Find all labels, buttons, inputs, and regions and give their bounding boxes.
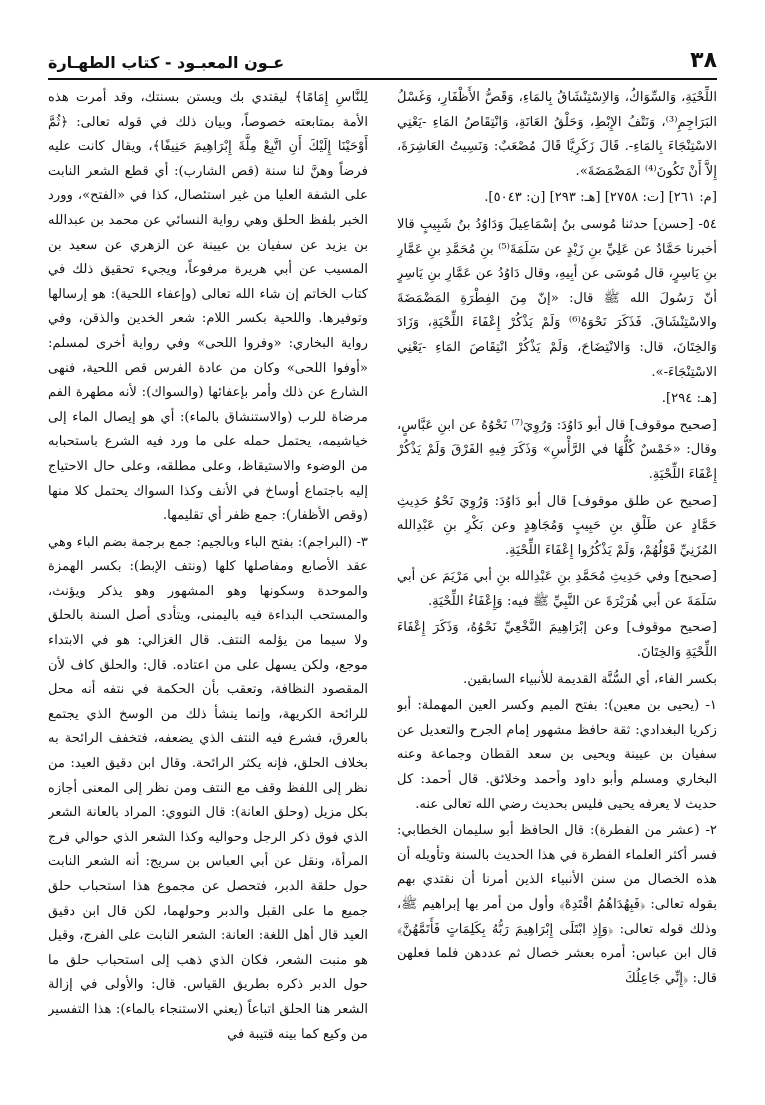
reference-line: [م: ٢٦١] [ت: ٢٧٥٨] [هـ: ٢٩٣] [ن: ٥٠٤٣]. bbox=[484, 190, 717, 206]
paragraph: اللِّحْيَةِ، وَالسِّوَاكُ، وَالاِسْتِنْشَاقُ بِالمَاءِ، وَقَصُّ الأَظْفَارِ، وَغَسْلُ البَرَاجِمِ⁽³⁾، وَنَتْفُ الإِبْطِ، وَحَلْقُ العَانَةِ، وَانْتِقَاصُ المَاءِ -يَعْنِي الاسْتِنْجَاءَ بِالمَاءِ-. قَالَ زَكَرِيَّا قَالَ مُصْعَبٌ: وَنَسِيتُ العَاشِرَةَ، إِلاَّ أَنْ تَكُونَ⁽⁴⁾ المَضْمَضَةَ». bbox=[397, 90, 717, 179]
commentary-paragraph: ٢- (عشر من الفطرة): قال الحافظ أبو سليمان الخطابي: فسر أكثر العلماء الفطرة في هذا الحديث بالسنة وتأويله أن هذه الخصال من سنن الأنبياء الذين أمرنا أن نقتدي بهم بقوله تعالى: ﴿فَبِهُدَاهُمُ اقْتَدِهْ﴾ وأول من أمر بها إبراهيم ﷺ، وذلك قوله تعالى: ﴿وَإِذِ ابْتَلَى إِبْرَاهِيمَ رَبُّهُ بِكَلِمَاتٍ فَأَتَمَّهُنَّ﴾ قال ابن عباس: أمره بعشر خصال ثم عددهن فلما فعلهن قال: ﴿إِنِّي جَاعِلُكَ bbox=[397, 823, 717, 986]
page-number: ٣٨ bbox=[690, 48, 717, 73]
commentary-paragraph: بكسر الفاء، أي السُّنَّة القديمة للأنبياء السابقين. bbox=[463, 671, 717, 687]
reference-line: [هـ: ٢٩٤]. bbox=[661, 391, 717, 407]
commentary-paragraph: ١- (يحيى بن معين): بفتح الميم وكسر العين المهملة: أبو زكريا البغدادي: ثقة حافظ مشهور إمام الجرح والتعديل عن سفيان بن عيينة ويحيى بن سعد القطان وجماعة وعنه البخاري ومسلم وأبو داود وأحمد وخلائق. قال أحمد: كل حديث لا يعرفه يحيى فليس بحديث رضي الله تعالى عنه. bbox=[397, 698, 717, 812]
page-header bbox=[48, 44, 717, 80]
right-column bbox=[397, 86, 717, 1069]
paragraph: [صحيح] وفي حَدِيثِ مُحَمَّدِ بنِ عَبْدِالله بنِ أبي مَرْيَمَ عن أبي سَلَمَةَ عن أبي هُرَيْرَةَ عن النَّبِيِّ ﷺ فيه: وَإِعْفَاءُ اللِّحْيَةِ. bbox=[397, 569, 717, 609]
commentary-paragraph: ٣- (البراجم): بفتح الباء وبالجيم: جمع برجمة بضم الباء وهي عقد الأصابع ومفاصلها كلها (ونتف الإبط): بكسر الهمزة والموحدة وسكونها وهو المشهور وهو يذكر ويؤنث، والمستحب البداءة فيه باليمنى، ويتأدى أصل السنة بالحلق ولا سيما من يؤلمه النتف. قال الغزالي: هو في الابتداء موجع، ولكن يسهل على من اعتاده. قال: والحلق كاف لأن المقصود النظافة، وتعقب بأن الحكمة في نتفه أنه محل للرائحة الكريهة، وإنما ينشأ ذلك من الوسخ الذي يجتمع بالعرق، فشرع فيه النتف الذي يضعفه، فتخفف الرائحة به بخلاف الحلق، فإنه يكثر الرائحة. وقال ابن دقيق العيد: من نظر إلى اللفظ وقف مع النتف ومن نظر إلى المعنى أجازه بكل مزيل (وحلق العانة): قال النووي: المراد بالعانة الشعر الذي فوق ذكر الرجل وحواليه وكذا الشعر الذي حوالي فرج المرأة، ونقل عن أبي العباس بن سريج: أنه الشعر النابت حول حلقة الدبر، فتحصل عن مجموع هذا استحباب حلق جميع ما على القبل والدبر وحولهما، لكن قال ابن دقيق العيد قال أهل اللغة: العانة: الشعر النابت على الفرج، وقيل هو منبت الشعر، فكان الذي ذهب إلى استحباب حلق ما حول الدبر ذكره بطريق القياس. قال: والأولى في إزالة الشعر هنا الحلق اتباعاً (يعني الاستنجاء بالماء): هذا التفسير من وكيع كما بينه قتيبة في bbox=[48, 534, 368, 1042]
paragraph: [صحيح عن طلق موقوف] قال أبو دَاوُدَ: وَرُوِيَ نَحْوُ حَدِيثِ حَمَّادٍ عن طَلْقِ بنِ حَبِيبٍ وَمُجَاهِدٍ وعن بَكْرِ بنِ عَبْدِالله المُزَنِيِّ قَوْلُهُمْ، وَلَمْ يَذْكُرُوا إِعْفَاءَ اللِّحْيَةِ. bbox=[397, 493, 717, 558]
hadith-paragraph: ٥٤- [حسن] حدثنا مُوسى بنُ إسْمَاعِيلَ وَدَاوُدُ بنُ شَبِيبٍ قالا أخبرنا حَمَّادٌ عن عَلِيِّ بنِ زَيْدٍ عن سَلَمَةَ⁽⁵⁾ بنِ مُحَمَّدِ بنِ عَمَّارِ بنِ يَاسِرٍ، قال مُوسَى عن أبِيهِ، وقال دَاوُدُ عن عَمَّارِ بنِ يَاسِرٍ أنّ رَسُولَ الله ﷺ قال: «إنّ مِنَ الفِطْرَةِ المَضْمَضَةَ والاسْتِنْشَاقَ. فَذَكَرَ نَحْوَهُ⁽⁶⁾ وَلَمْ يَذْكُرْ إِعْفَاءَ اللِّحْيَةِ، وَزَادَ وَالخِتَانَ، قال: وَالانْتِضَاحَ، وَلَمْ يَذْكُرْ انْتِقَاصَ المَاءِ -يَعْنِي الاسْتِنْجَاءَ-». bbox=[397, 216, 717, 380]
left-column bbox=[48, 86, 368, 1069]
paragraph: [صحيح موقوف] وعن إبْرَاهِيمَ النَّخْعِيِّ نَحْوُهُ، وَذَكَرَ إِعْفَاءَ اللِّحْيَةِ وَالخِتَانَ. bbox=[397, 620, 717, 661]
commentary-paragraph: لِلنَّاسِ إِمَامًا﴾ ليقتدي بك ويستن بسنتك، وقد أمرت هذه الأمة بمتابعته خصوصاً، وبيان ذلك في قوله تعالى: ﴿ثُمَّ أَوْحَيْنَا إِلَيْكَ أَنِ اتَّبِعْ مِلَّةَ إِبْرَاهِيمَ حَنِيفًا﴾، ويقال كانت عليه فرضاً وهنَّ لنا سنة (قص الشارب): أي قطع الشعر النابت على الشفة العليا من غير استئصال، كذا في «الفتح»، وورد الخبر بلفظ الحلق وهي رواية النسائي عن محمد بن عبدالله بن يزيد عن سفيان بن عيينة عن الزهري عن سعيد بن المسيب عن أبي هريرة مرفوعاً، ويجيء تحقيق ذلك في كتاب الخاتم إن شاء الله تعالى (وإعفاء اللحية): هو إرسالها وتوفيرها. واللحية بكسر اللام: شعر الخدين والذقن، وفي رواية البخاري: «وفروا اللحى» وفي رواية أخرى لمسلم: «أوفوا اللحى» وكان من عادة الفرس قص اللحية، فنهى الشارع عن ذلك وأمر بإعفائها (والسواك): لأنه مطهرة الفم مرضاة للرب (والاستنشاق بالماء): أي هو إيصال الماء إلى خياشيمه، يحتمل حمله على ما ورد فيه الشرع باستحبابه من الوضوء والاستيقاظ، وعلى مطلقه، وعلى حال الاحتياج إليه باجتماع أوساخ في الأنف وكذا السواك يحتمل كلا منها (وقص الأظفار): جمع ظفر أي تقليمها. bbox=[48, 90, 368, 524]
paragraph: [صحيح موقوف] قال أبو دَاوُدَ: وَرُوِيَ⁽⁷⁾ نَحْوُهُ عن ابنِ عَبَّاسٍ، وقال: «خَمْسٌ كُلُّهَا في الرَّأْسِ» وَذَكَرَ فِيهِ الفَرْقَ وَلَمْ يَذْكُرْ إِعْفَاءَ اللِّحْيَةِ. bbox=[397, 417, 717, 482]
running-title: عـون المعبـود - كتاب الطهـارة bbox=[48, 53, 285, 72]
body-columns bbox=[48, 86, 717, 1069]
